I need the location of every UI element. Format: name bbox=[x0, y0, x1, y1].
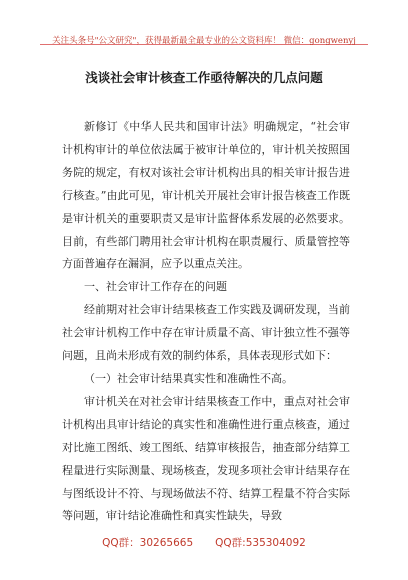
paragraph: 经前期对社会审计结果核查工作实践及调研发现，当前社会审计机构工作中存在审计质量不高、审计独立性不强等问题，且尚未形成有效的制约体系，具体表现形式如下： bbox=[62, 303, 350, 363]
paragraph: 审计机关在对社会审计结果核查工作中，重点对社会审计机构出具审计结论的真实性和准确性进行重点核查，通过对比施工图纸、竣工图纸、结算审核报告，抽查部分结算工程量进行实际测量、现场核查，发现多项社会审计结果存在与图纸设计不符、与现场做法不符、结算工程量不符合实际等问题，审计结论准确性和真实性缺失，导致 bbox=[62, 394, 350, 523]
banner-text: 关注头条号"公文研究"，获得最新最全最专业的公文资料库！ 微信：gongwenyj bbox=[52, 36, 356, 46]
subsection-heading: （一）社会审计结果真实性和准确性不高。 bbox=[84, 371, 293, 385]
section-heading: 一、社会审计工作存在的问题 bbox=[84, 280, 227, 294]
document-title: 浅谈社会审计核查工作亟待解决的几点问题 bbox=[85, 70, 323, 85]
footer-contact bbox=[0, 535, 408, 550]
qq-group-2: QQ群:535304092 bbox=[215, 537, 306, 549]
document-body bbox=[62, 116, 350, 528]
qq-group-1: QQ群：30265665 bbox=[102, 537, 194, 549]
paragraph: 新修订《中华人民共和国审计法》明确规定，“社会审计机构审计的单位依法属于被审计单位的，审计机关按照国务院的规定，有权对该社会审计机构出具的相关审计报告进行核查。”由此可见，审计机关开展社会审计报告核查工作既是审计机关的重要职责又是审计监督体系发展的必然要求。目前，有些部门聘用社会审计机构在职责履行、质量管控等方面普遍存在漏洞，应予以重点关注。 bbox=[62, 120, 350, 271]
header-banner bbox=[40, 28, 368, 45]
